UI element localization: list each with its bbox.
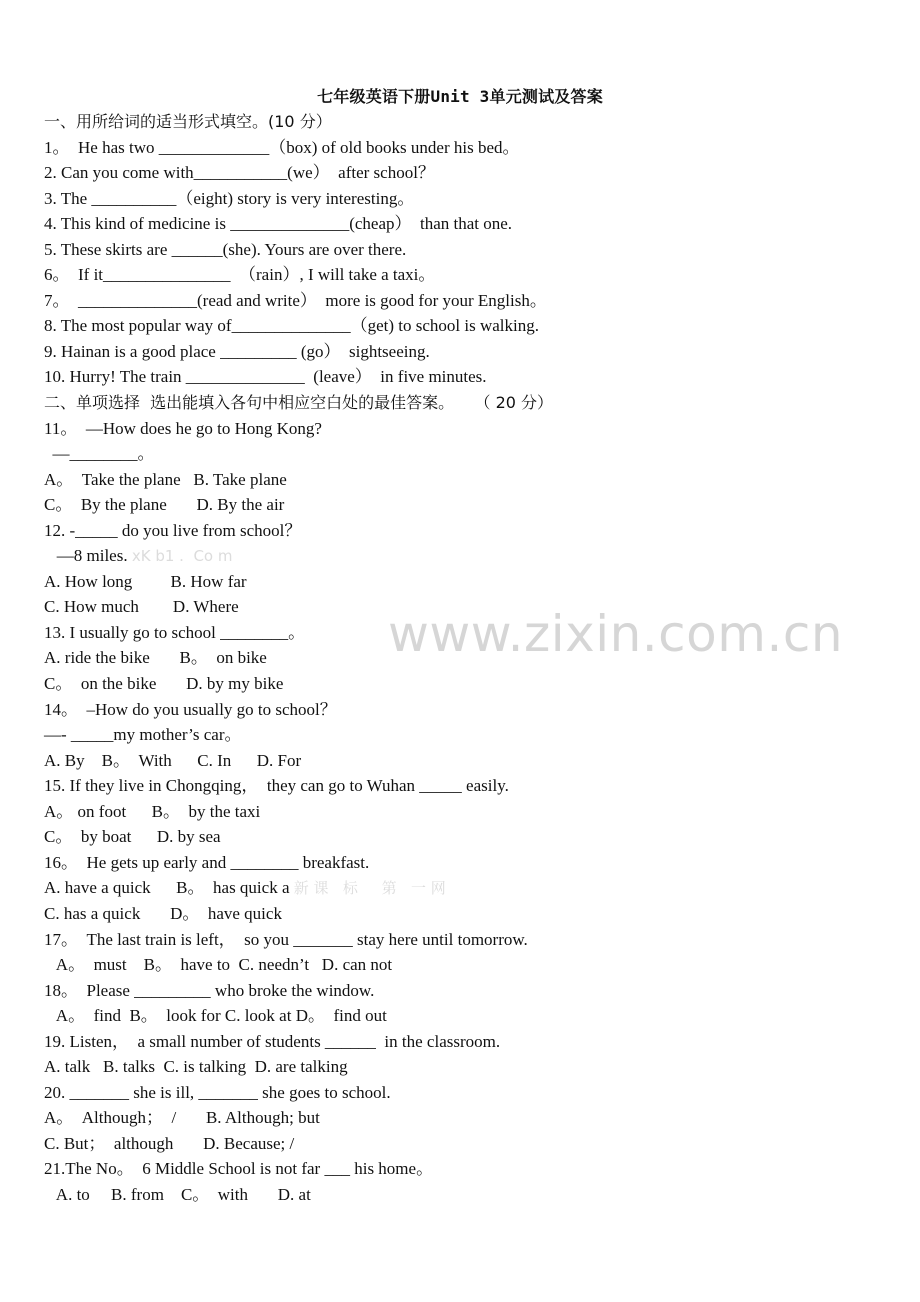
- options-line: C。 by boat D. by sea: [44, 827, 221, 847]
- site-watermark: www.zixin.com.cn: [388, 605, 844, 663]
- question-line: 4. This kind of medicine is ______________(cheap） than that one.: [44, 214, 513, 234]
- section-heading-fill-in: 一、用所给词的适当形式填空。(10 分）: [44, 112, 332, 131]
- options-line: A。 on foot B。 by the taxi: [44, 801, 261, 821]
- options-line: A. How long B. How far: [44, 571, 247, 591]
- options-line: C. How much D. Where: [44, 597, 239, 617]
- answer-line: [44, 543, 874, 569]
- question-line: 19. Listen， a small number of students ______ in the classroom.: [44, 1031, 501, 1051]
- question-line: 12. -_____ do you live from school？: [44, 520, 302, 540]
- question-line: 14。 –How do you usually go to school？: [44, 699, 337, 719]
- options-line: A. to B. from C。 with D. at: [44, 1184, 311, 1204]
- options-line: A。 Take the plane B. Take plane: [44, 469, 287, 489]
- options-line: C. But； although D. Because; /: [44, 1133, 295, 1153]
- options-line: C. has a quick D。 have quick: [44, 903, 282, 923]
- document-body: [44, 109, 874, 1208]
- question-line: 20. _______ she is ill, _______ she goes to school.: [44, 1082, 391, 1102]
- question-line: 3. The __________（eight) story is very interesting。: [44, 188, 415, 208]
- options-line: A。 Although； / B. Although; but: [44, 1108, 320, 1128]
- options-line: [44, 875, 874, 901]
- answer-text: —8 miles.: [44, 546, 128, 566]
- question-line: 13. I usually go to school ________。: [44, 622, 306, 642]
- question-line: 11。 —How does he go to Hong Kong?: [44, 418, 322, 438]
- question-line: 21.The No。 6 Middle School is not far ___ his home。: [44, 1159, 434, 1179]
- question-line: 18。 Please _________ who broke the window.: [44, 980, 375, 1000]
- question-line: 6。 If it_______________ （rain）, I will take a taxi。: [44, 265, 436, 285]
- question-line: 7。 ______________(read and write） more is good for your English。: [44, 290, 547, 310]
- question-line: 17。 The last train is left， so you _______ stay here until tomorrow.: [44, 929, 528, 949]
- question-line: 9. Hainan is a good place _________ (go） sightseeing.: [44, 341, 430, 361]
- faint-watermark: xK b1 . Co m: [131, 547, 233, 566]
- section-heading-multiple-choice: 二、单项选择 选出能填入各句中相应空白处的最佳答案。 （ 20 分）: [44, 393, 554, 413]
- options-line: A. ride the bike B。 on bike: [44, 648, 267, 668]
- question-line: —- _____my mother’s car。: [44, 725, 242, 745]
- question-line: 8. The most popular way of______________（get) to school is walking.: [44, 316, 539, 336]
- options-text: A. have a quick B。 has quick a: [44, 878, 290, 898]
- options-line: A. By B。 With C. In D. For: [44, 750, 302, 770]
- options-line: A。 find B。 look for C. look at D。 find out: [44, 1006, 387, 1026]
- options-line: A. talk B. talks C. is talking D. are talking: [44, 1057, 348, 1077]
- answer-blank-line: —________。: [44, 444, 155, 464]
- question-line: 5. These skirts are ______(she). Yours are over there.: [44, 239, 407, 259]
- question-line: 10. Hurry! The train ______________ (leave） in five minutes.: [44, 367, 487, 387]
- faint-watermark: 新 课 标 第 一 网: [293, 879, 446, 898]
- question-line: 16。 He gets up early and ________ breakfast.: [44, 852, 370, 872]
- options-line: C。 By the plane D. By the air: [44, 495, 285, 515]
- options-line: C。 on the bike D. by my bike: [44, 674, 284, 694]
- question-line: 1。 He has two _____________（box) of old books under his bed。: [44, 137, 520, 157]
- question-line: 15. If they live in Chongqing， they can go to Wuhan _____ easily.: [44, 776, 509, 796]
- question-line: 2. Can you come with___________(we） after school？: [44, 163, 435, 183]
- document-title: 七年级英语下册Unit 3单元测试及答案: [317, 87, 603, 106]
- options-line: A。 must B。 have to C. needn’t D. can not: [44, 955, 393, 975]
